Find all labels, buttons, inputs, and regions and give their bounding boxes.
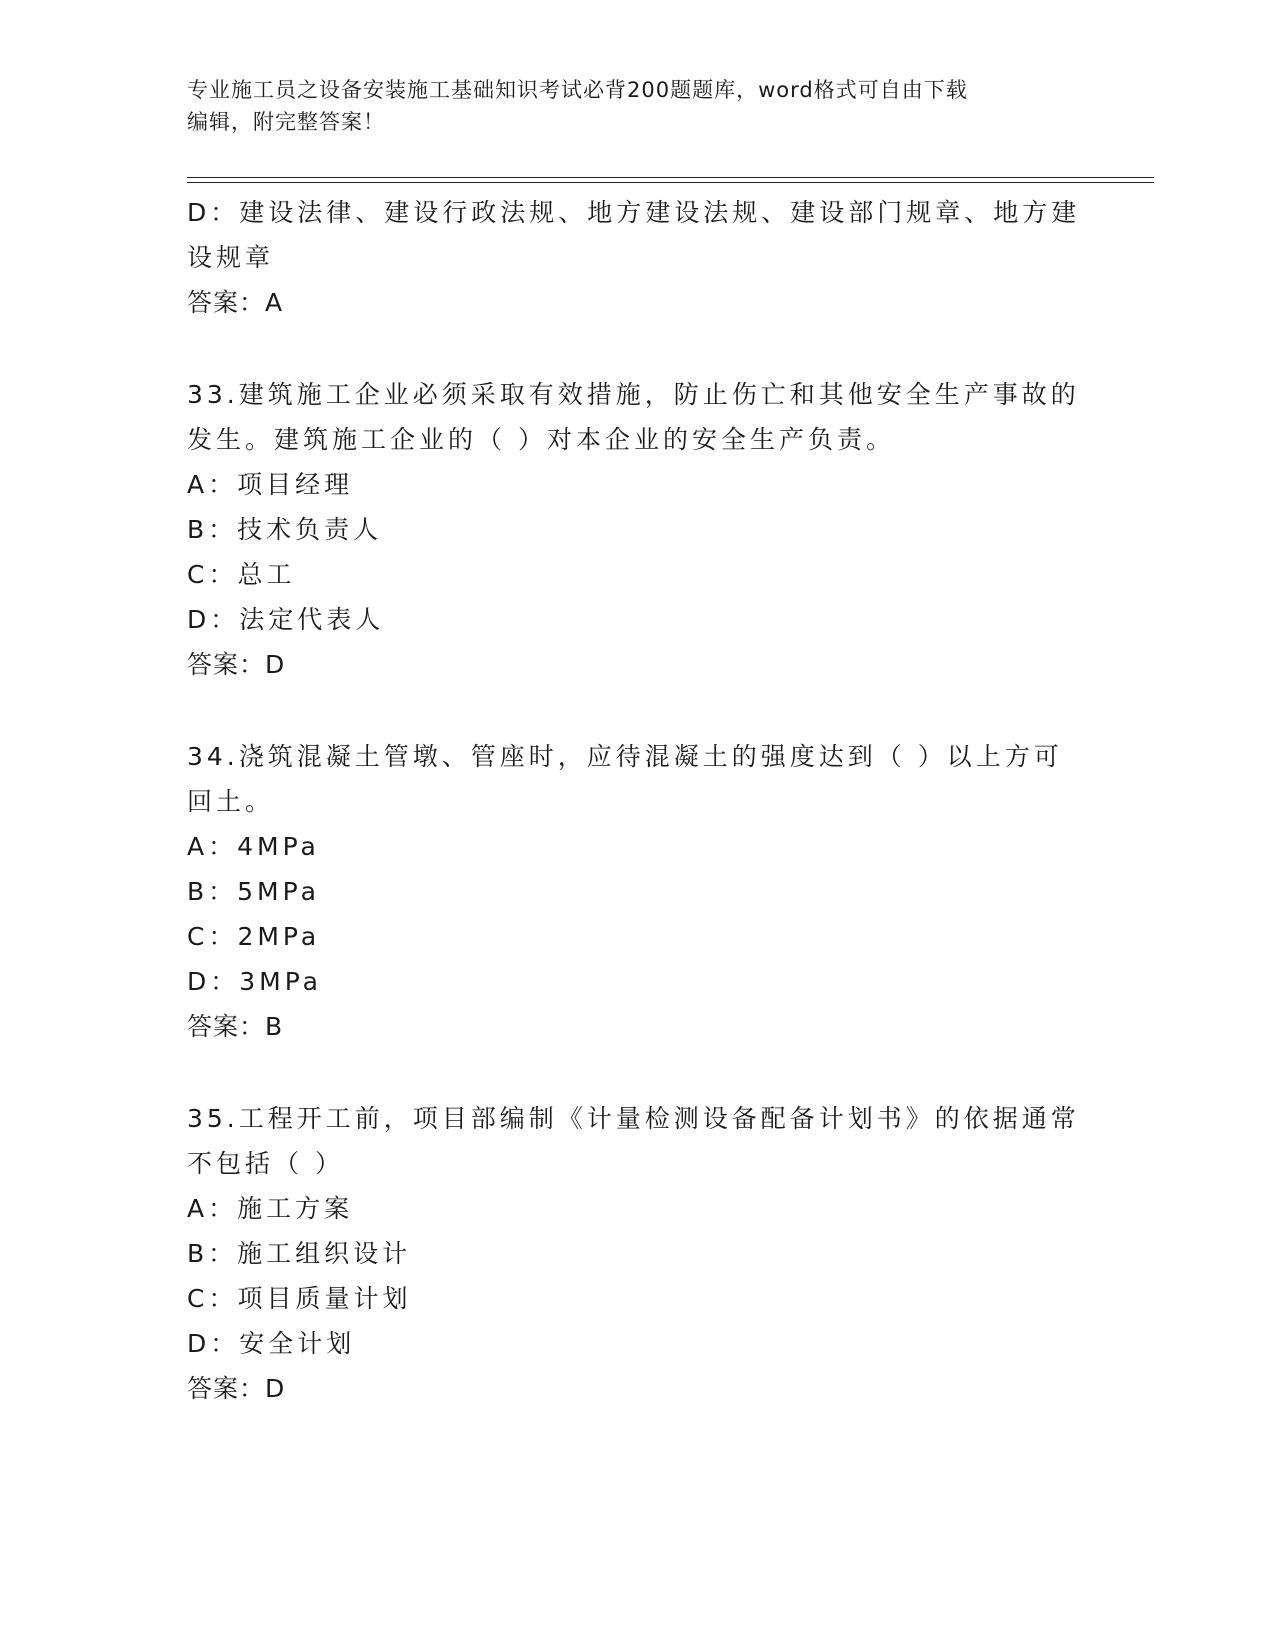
question-text: 33.建筑施工企业必须采取有效措施，防止伤亡和其他安全生产事故的 xyxy=(187,380,1080,409)
option-d-continued: 设规章 xyxy=(187,243,275,272)
previous-question-tail xyxy=(187,190,1087,325)
header-line-2: 编辑，附完整答案！ xyxy=(187,110,385,134)
option-b: B：5MPa xyxy=(187,877,320,906)
spacer xyxy=(187,325,1087,372)
option-a: A：4MPa xyxy=(187,832,320,861)
answer: 答案：D xyxy=(187,650,286,679)
document-header xyxy=(187,74,1067,138)
question-list xyxy=(187,190,1087,1411)
option-b: B：施工组织设计 xyxy=(187,1239,412,1268)
option-d: D：3MPa xyxy=(187,967,322,996)
option-d: D：建设法律、建设行政法规、地方建设法规、建设部门规章、地方建 xyxy=(187,198,1081,227)
option-a: A：项目经理 xyxy=(187,470,354,499)
spacer xyxy=(187,687,1087,734)
option-d: D：安全计划 xyxy=(187,1329,356,1358)
header-divider-top xyxy=(187,177,1154,178)
option-c: C：项目质量计划 xyxy=(187,1284,412,1313)
question-text-continued: 回土。 xyxy=(187,787,275,816)
answer: 答案：D xyxy=(187,1374,286,1403)
question-34 xyxy=(187,734,1087,1049)
question-text-continued: 发生。建筑施工企业的（ ）对本企业的安全生产负责。 xyxy=(187,425,895,454)
option-c: C：总工 xyxy=(187,560,296,589)
question-text-continued: 不包括（ ） xyxy=(187,1149,344,1178)
answer: 答案：A xyxy=(187,288,284,317)
header-line-1: 专业施工员之设备安装施工基础知识考试必背200题题库，word格式可自由下载 xyxy=(187,78,968,102)
answer: 答案：B xyxy=(187,1012,284,1041)
option-d: D：法定代表人 xyxy=(187,605,385,634)
question-text: 34.浇筑混凝土管墩、管座时，应待混凝土的强度达到（ ）以上方可 xyxy=(187,742,1063,771)
option-b: B：技术负责人 xyxy=(187,515,383,544)
option-c: C：2MPa xyxy=(187,922,321,951)
spacer xyxy=(187,1049,1087,1096)
question-35 xyxy=(187,1096,1087,1411)
option-a: A：施工方案 xyxy=(187,1194,354,1223)
question-33 xyxy=(187,372,1087,687)
question-text: 35.工程开工前，项目部编制《计量检测设备配备计划书》的依据通常 xyxy=(187,1104,1080,1133)
header-divider-bottom xyxy=(187,182,1154,183)
